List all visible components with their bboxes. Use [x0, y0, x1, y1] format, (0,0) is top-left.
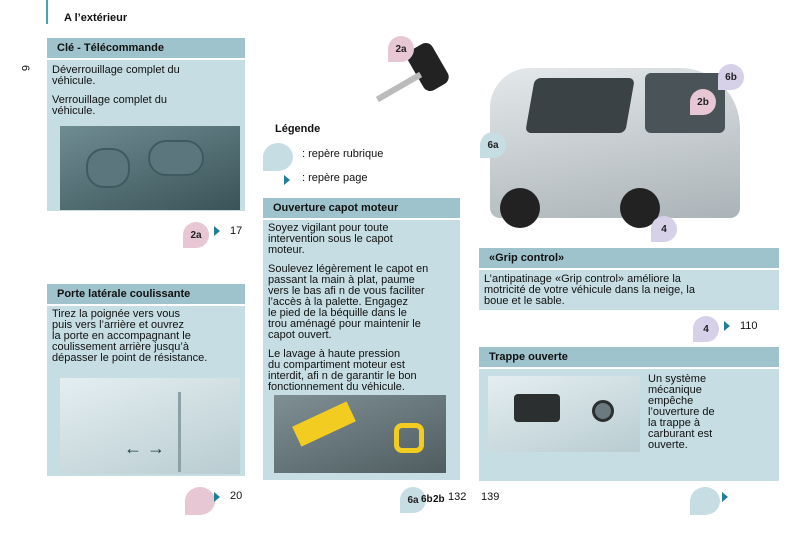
- key-remote-illustration: [60, 126, 240, 210]
- car-illustration: [470, 28, 760, 243]
- margin-rule: [46, 0, 48, 24]
- ref-bubble-2a: 2a: [183, 222, 209, 248]
- bonnet-label-6a: 6a: [400, 487, 426, 513]
- sliding-door-rubric-icon: [185, 487, 215, 515]
- key-text: Déverrouillage complet du véhicule. Verrouillage complet du véhicule.: [52, 64, 180, 117]
- bonnet-page-ref: 132: [448, 491, 467, 503]
- legend-rubric-icon: [263, 143, 293, 171]
- fuel-flap-illustration: [488, 376, 640, 452]
- page-arrow-icon: [722, 492, 728, 502]
- bonnet-text: Soyez vigilant pour toute intervention sous le capot moteur. Soulevez légèrement le capot en passant la main à plat, paume vers le bas afi n de vous faciliter l’accès à la palette. Engagez le pied de la béquille dans le trou aménagé pour maintenir le capot ouvert. Le lavage à haute pression du compartiment moteur est interdit, afi n de garantir le bon fonctionnement du véhicule.: [268, 222, 429, 393]
- legend-page-text: : repère page: [302, 172, 368, 184]
- legend-rubric-text: : repère rubrique: [302, 148, 384, 160]
- sliding-door-text: Tirez la poignée vers vous puis vers l’arrière et ouvrez la porte en accompagnant le coulissement arrière jusqu’à dépasser le point de résistance.: [52, 308, 208, 364]
- flap-title: Trappe ouverte: [479, 347, 779, 369]
- page-arrow-icon: [214, 226, 220, 236]
- grip-page-ref: 110: [740, 320, 758, 332]
- section-title: A l’extérieur: [64, 12, 128, 24]
- grip-title: «Grip control»: [479, 248, 779, 270]
- key-panel-title: Clé - Télécommande: [47, 38, 245, 60]
- flap-text: Un système mécanique empêche l’ouverture de la trappe à carburant est ouverte.: [648, 373, 715, 451]
- sliding-door-page-ref: 20: [230, 490, 243, 502]
- legend-page-arrow-icon: [284, 175, 290, 185]
- sliding-door-illustration: ← →: [60, 378, 240, 474]
- bonnet-label-2b: 2b: [433, 494, 445, 505]
- car-label-2b: 2b: [690, 89, 716, 115]
- car-label-4: 4: [651, 216, 677, 242]
- page-number: 6: [19, 64, 32, 72]
- flap-page-ref: 139: [481, 491, 500, 503]
- grip-ref-bubble-4: 4: [693, 316, 719, 342]
- bonnet-illustration: [274, 395, 446, 473]
- page-arrow-icon: [724, 321, 730, 331]
- grip-text: L’antipatinage «Grip control» améliore la motricité de votre véhicule dans la neige, la boue et le sable.: [484, 273, 695, 307]
- car-label-6a: 6a: [480, 132, 506, 158]
- legend-title: Légende: [275, 123, 321, 135]
- page-arrow-icon: [214, 492, 220, 502]
- key-fob-image: [370, 38, 470, 110]
- key-fob-label-2a: 2a: [388, 36, 414, 62]
- key-page-ref: 17: [230, 225, 243, 237]
- car-label-6b: 6b: [718, 64, 744, 90]
- flap-rubric-icon: [690, 487, 720, 515]
- bonnet-title: Ouverture capot moteur: [263, 198, 460, 220]
- bonnet-label-6b: 6b: [421, 494, 433, 505]
- sliding-door-title: Porte latérale coulissante: [47, 284, 245, 306]
